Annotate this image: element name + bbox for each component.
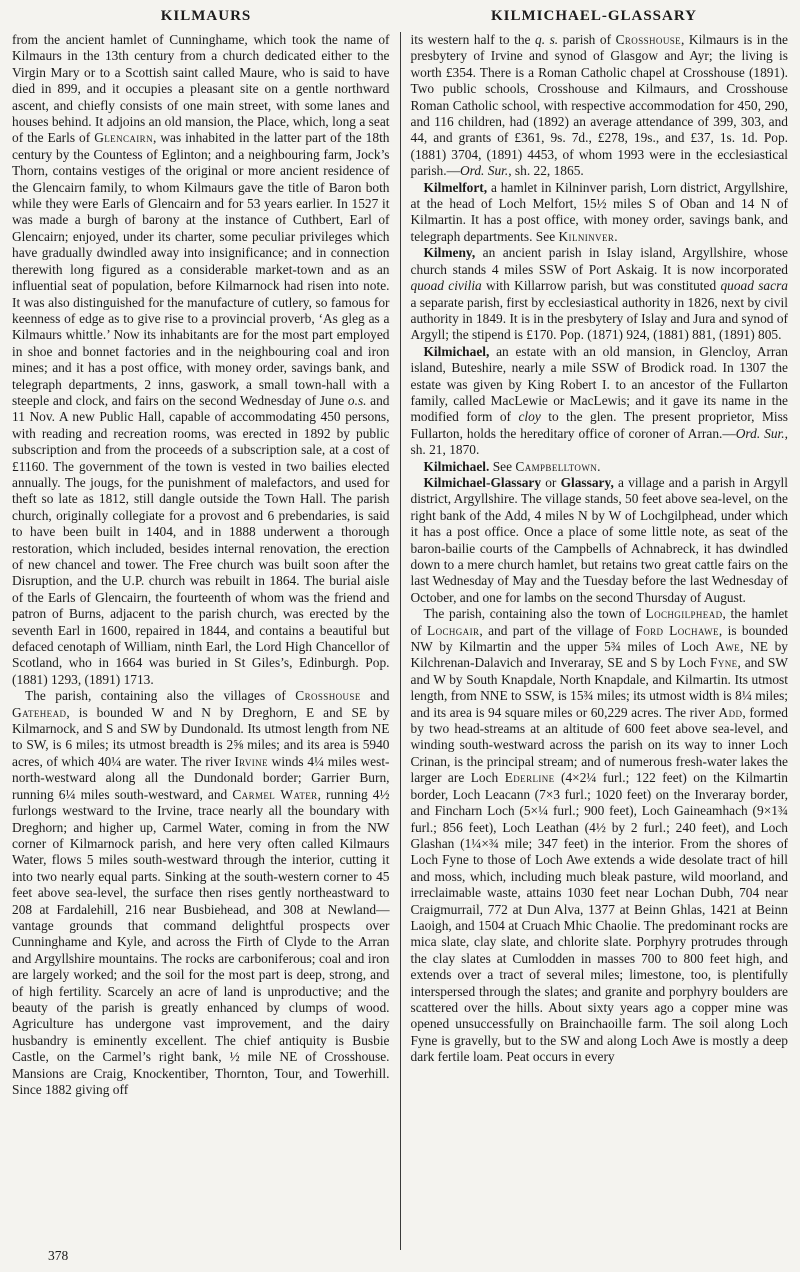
- entry-headword: Kilmichael,: [423, 343, 490, 359]
- cross-reference: Kilninver: [558, 228, 615, 244]
- cross-reference: Lochgilphead: [645, 606, 723, 622]
- cross-reference: Ederline: [504, 770, 555, 786]
- text-segment: Ord. Sur.: [735, 425, 785, 441]
- entry-headword: Kilmeny,: [423, 245, 476, 261]
- text-segment: its western half to the: [410, 32, 535, 47]
- text-segment: .: [614, 228, 618, 244]
- paragraph: [411, 475, 789, 606]
- cross-reference: Add: [718, 704, 743, 720]
- text-segment: an ancient parish in Islay island, Argyllshire, whose church stands 4 miles SSW of Port Askaig. It is now incorporated: [410, 245, 788, 277]
- text-segment: .: [597, 458, 601, 474]
- cross-reference: Glencairn: [94, 130, 153, 146]
- text-segment: , NE by Kilchrenan-Dalavich and Inveraray, SE and S by Loch: [410, 639, 788, 671]
- text-segment: , is bounded W and N by Dreghorn, E and SE by Kilmarnock, and S and SW by Dundonald. Its utmost length from NE to SW, is 6 miles; its utmost breadth is 2⅝ miles; and its area is 5940 acres, of which 40¼ are water. The river: [12, 704, 390, 769]
- running-head-row: [12, 8, 788, 25]
- text-segment: , formed by two head-streams at an altitude of 600 feet above sea-level, and winding south-westward across the parish on its way to inner Loch Crinan, is the principal stream; and of numerous fresh-water lakes the larger are Loch: [410, 704, 788, 786]
- text-segment: , was inhabited in the latter part of the 18th century by the Countess of Eglinton; and a neighbouring farm, Jock’s Thorn, contains vestiges of the original or more ancient residence of the Glencairn family, to whom Kilmaurs gave the title of Baron both while they were Earls of Glencairn and for 53 years earlier. In 1527 it was made a burgh of barony at the instance of Cuthbert, Earl of Glencairn; enjoyed, under its charter, some peculiar privileges which have gradually dwindled away into insignificance; and in connection therewith long figured as a considerable market-town and as an influential seat of population, before Kilmarnock had risen into note. It was also distinguished for the manufacture of cutlery, so famous for keenness of edge as to give rise to a provincial proverb, ‘As gleg as a Kilmaurs whittle.’ Now its inhabitants are for the most part employed in shoe and bonnet factories and in the neighbouring coal and iron mines; and it has a post office, with money order, savings bank, and telegraph departments, 2 inns, gaswork, a small town-hall with a steeple and clock, and fairs on the second Wednesday of June: [12, 130, 390, 408]
- text-segment: quoad civilia: [410, 278, 482, 294]
- paragraph: [411, 344, 789, 459]
- text-segment: a separate parish, first by ecclesiastical authority in 1826, next by civil authority in 1849. It is in the presbytery of Islay and Jura and synod of Argyll; the stipend is £170. Pop. (1871) 924, (1881) 881, (1891) 805.: [410, 294, 788, 343]
- cross-reference: Carmel Water: [232, 786, 318, 802]
- cross-reference: Irvine: [234, 753, 268, 769]
- left-column-text: [12, 32, 390, 1250]
- text-segment: , sh. 21, 1870.: [410, 425, 788, 458]
- running-head-right: KILMICHAEL-GLASSARY: [490, 8, 697, 24]
- text-segment: a village and a parish in Argyll district, Argyllshire. The village stands, 50 feet above sea-level, on the right bank of the Add, 4 miles N by W of Lochgilphead, under which it has a post office. Once a place of some little note, as seat of the baron-bailie courts of the Campbells of Achnabreck, it has dwindled down to a mere church hamlet, but retains two great cattle fairs on the last Wednesday of May and the Tuesday before the last Wednesday of October, and one for lambs on the second Thursday of August.: [410, 474, 788, 605]
- text-segment: and: [360, 688, 390, 704]
- entry-headword: Kilmichael-Glassary: [423, 474, 542, 490]
- cross-reference: Gatehead: [12, 704, 67, 720]
- text-segment: or: [541, 474, 561, 490]
- text-segment: winds 4¼ miles west-north-westward along all the Dundonald border; Garrier Burn, running 6¼ miles south-westward, and: [12, 753, 390, 802]
- entry-headword: Glassary,: [560, 474, 614, 490]
- text-segment: quoad sacra: [720, 278, 788, 294]
- cross-reference: Campbelltown: [515, 458, 598, 474]
- page-number: 378: [44, 1248, 72, 1264]
- text-segment: , and part of the village of: [479, 622, 636, 638]
- text-segment: parish of: [558, 32, 616, 47]
- text-segment: and 11 Nov. A new Public Hall, capable of accommodating 450 persons, with reading and recreation rooms, was erected in 1892 by public subscription and from the proceeds of a subscription sale, at a cost of £1160. The government of the town is vested in two bailies elected annually. The jougs, for the punishment of malefactors, and used for theft so late as 1812, still dangle outside the Town Hall. The parish church, originally collegiate for a provost and 6 prebendaries, is said to have been built in 1404, and in 1888 underwent a thorough restoration, which included, besides internal renovation, the erection of new chancel and tower. The Free church was built soon after the Disruption, and the U.P. church was rebuilt in 1864. The burial aisle of the Earls of Glencairn, the fourteenth of whom was the friend and patron of Burns, adjacent to the parish church, was erected by the seventh Earl in 1600, repaired in 1844, and contains a beautiful but defaced cenotaph of William, ninth Earl, the Lord High Chancellor of Scotland, who in 1664 was buried in St Giles’s, Edinburgh. Pop. (1881) 1293, (1891) 1713.: [12, 392, 390, 687]
- paragraph: [411, 32, 789, 180]
- text-segment: , is bounded NW by Kilmartin and the upper 5¾ miles of Loch: [410, 622, 788, 655]
- paragraph: [411, 180, 789, 246]
- cross-reference: Crosshouse: [615, 32, 682, 47]
- text-segment: with Killarrow parish, but was constituted: [481, 278, 721, 294]
- text-segment: , Kilmaurs is in the presbytery of Irvine and synod of Glasgow and Ayr; the living is worth £354. There is a Roman Catholic chapel at Crosshouse (1891). Two public schools, Crosshouse and Kilmaurs, and Crosshouse Roman Catholic school, with respective accommodation for 450, 290, and 116 children, had (1892) an average attendance of 399, 303, and 44, and grants of £361, 9s. 7d., £278, 19s., and £37, 1s. 1d. Pop. (1881) 3704, (1891) 4453, of whom 1993 were in the ecclesiastical parish.—: [410, 32, 788, 179]
- text-segment: Ord. Sur.: [459, 163, 509, 179]
- text-segment: to the glen. The present proprietor, Miss Fullarton, holds the hereditary office of coroner of Arran.—: [410, 409, 788, 441]
- column-divider-rule: [400, 32, 401, 1250]
- text-segment: The parish, containing also the villages of: [25, 688, 296, 704]
- text-segment: from the ancient hamlet of Cunninghame, which took the name of Kilmaurs in the 13th century from a church dedicated either to the Virgin Mary or to a Scottish saint called Maure, who is said to have died in 899, and it occupies a pleasant site on a gentle northward ascent, and chiefly consists of one main street, with some lanes and houses behind. It adjoins an old mansion, the Place, which, long a seat of the Earls of: [12, 32, 390, 146]
- text-segment: cloy: [518, 409, 541, 425]
- running-head-left: KILMAURS: [160, 8, 252, 24]
- text-segment: a hamlet in Kilninver parish, Lorn district, Argyllshire, at the head of Loch Melfort, 15½ miles S of Oban and 14 N of Kilmartin. It has a post office, with money order, savings bank, and telegraph departments. See: [410, 179, 788, 244]
- paragraph: [12, 688, 390, 1098]
- text-segment: o.s.: [347, 392, 367, 408]
- text-segment: q. s.: [535, 32, 559, 47]
- text-segment: , running 4½ furlongs westward to the Irvine, trace nearly all the boundary with Dreghorn; and higher up, Carmel Water, coming in from the NW corner of Kilmarnock parish, and here very often called Kilmaurs Water, flows 5 miles south-westward through the interior, cutting it into two nearly equal parts. Sinking at the south-western corner to 45 feet above sea-level, the surface then rises gently northeastward to 208 at Fardalehill, 216 near Busbiehead, and 308 at Newland—vantage grounds that command delightful prospects over Cunninghame and Kyle, and across the Firth of Clyde to the Arran and Argyllshire mountains. The rocks are carboniferous; coal and iron are largely worked; and the soil for the most part is deep, strong, and of high fertility. Scarcely an acre of land is unproductive; and the beauty of the parish is greatly enhanced by clumps of wood. Agriculture has undergone vast improvement, and the dairy husbandry is eminently excellent. The chief antiquity is Busbie Castle, on the Carmel’s right bank, ½ mile NE of Crosshouse. Mansions are Craig, Knockentiber, Thornton, Tour, and Towerhill. Since 1882 giving off: [12, 786, 390, 1097]
- text-segment: an estate with an old mansion, in Glencloy, Arran island, Buteshire, nearly a mile SSW of Brodick road. In 1307 the estate was given by King Robert I. to an ancestor of the Fullarton family, called MacLewie or MacLewis; and it gave its name in the modified form of: [410, 343, 788, 425]
- paragraph: [411, 606, 789, 1065]
- cross-reference: Awe: [715, 639, 741, 655]
- two-column-body: [12, 32, 788, 1250]
- cross-reference: Ford Lochawe: [635, 622, 719, 638]
- text-segment: , sh. 22, 1865.: [508, 163, 584, 179]
- paragraph: [12, 32, 390, 688]
- cross-reference: Fyne: [709, 655, 738, 671]
- text-segment: , the hamlet of: [410, 606, 788, 638]
- entry-headword: Kilmelfort,: [423, 179, 488, 195]
- paragraph: [411, 245, 789, 343]
- right-column-text: [411, 32, 789, 1250]
- cross-reference: Crosshouse: [295, 688, 361, 704]
- text-segment: (4×2¼ furl.; 122 feet) on the Kilmartin border, Loch Leacann (7×3 furl.; 1020 feet) on the Inveraray border, and Fincharn Loch (5×¼ furl.; 900 feet), Loch Gaineamhach (9×1¾ furl.; 856 feet), Loch Leathan (4½ by 2 furl.; 240 feet), and Loch Glashan (1¼×¾ mile; 347 feet) in the interior. From the shores of Loch Fyne to those of Loch Awe extends a wide desolate tract of hill and moss, which, including much bleak pasture, wild moorland, and irreclaimable waste, attains 1030 feet near Lochan Dubh, 704 near Craigmurrail, 772 at Dun Alva, 1377 at Beinn Ghlas, 1421 at Beinn Laoigh, and 1504 at Cruach Mhic Chaolie. The predominant rocks are mica slate, clay slate, and chlorite slate. Porphyry protrudes through the clay slates at Cumlodden in masses 700 to 800 feet high, and extends over a tract of several miles; limestone, too, is plentifully interspersed through the slates; and granite and porphyry boulders are scattered over the hills. About sixty years ago a copper mine was opened unsuccessfully on Brainchaoille farm. The soil along Loch Fyne is gravelly, but to the SW and along Loch Awe is mostly a deep dark fertile loam. Peat occurs in every: [410, 770, 788, 1065]
- entry-headword: Kilmichael.: [423, 458, 490, 474]
- paragraph: [411, 459, 789, 475]
- cross-reference: Lochgair: [427, 622, 480, 638]
- text-segment: See: [489, 458, 516, 474]
- text-segment: The parish, containing also the town of: [423, 606, 646, 622]
- text-segment: , and SW and W by South Knapdale, North Knapdale, and Kilmartin. Its utmost length, from NNE to SSW, is 15¾ miles; its utmost width is 8¼ miles; and its area is 94 square miles or 60,229 acres. The river: [410, 655, 788, 720]
